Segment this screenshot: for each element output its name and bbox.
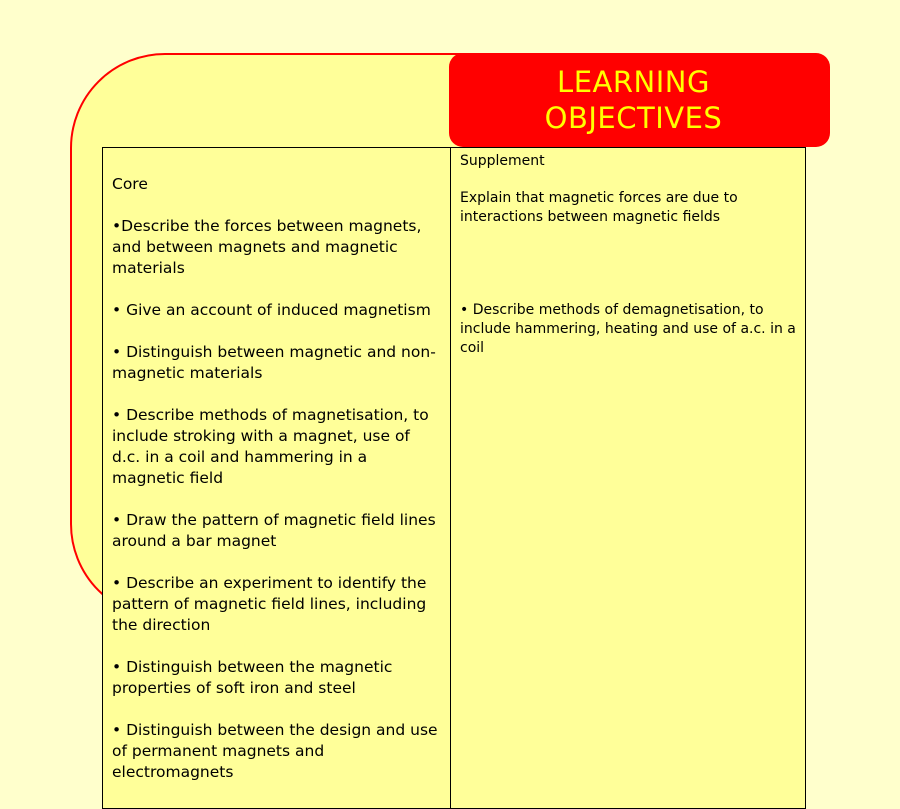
core-item-induced: • Give an account of induced magnetism — [112, 301, 431, 319]
objectives-table — [102, 147, 806, 809]
core-heading: Core — [112, 175, 148, 193]
core-item-experiment: • Describe an experiment to identify the pattern of magnetic field lines, including the direction — [112, 574, 427, 634]
core-column — [103, 148, 451, 809]
supplement-item-demagnetisation: • Describe methods of demagnetisation, to include hammering, heating and use of a.c. in a coil — [460, 302, 796, 356]
supplement-heading: Supplement — [460, 153, 545, 169]
page-title: LEARNING OBJECTIVES — [544, 65, 723, 135]
table-row — [103, 148, 806, 809]
supplement-item-fields: Explain that magnetic forces are due to interactions between magnetic fields — [460, 190, 738, 225]
title-banner — [449, 53, 830, 147]
core-item-distinguish-materials: • Distinguish between magnetic and non-magnetic materials — [112, 343, 436, 382]
core-item-field-pattern: • Draw the pattern of magnetic field lines around a bar magnet — [112, 511, 436, 550]
core-item-permanent-electromagnets: • Distinguish between the design and use of permanent magnets and electromagnets — [112, 721, 438, 781]
core-item-magnetisation: • Describe methods of magnetisation, to include stroking with a magnet, use of d.c. in a coil and hammering in a magnetic field — [112, 406, 429, 487]
core-item-forces: •Describe the forces between magnets, and between magnets and magnetic materials — [112, 217, 422, 277]
supplement-column — [451, 148, 806, 809]
core-item-iron-steel: • Distinguish between the magnetic properties of soft iron and steel — [112, 658, 393, 697]
